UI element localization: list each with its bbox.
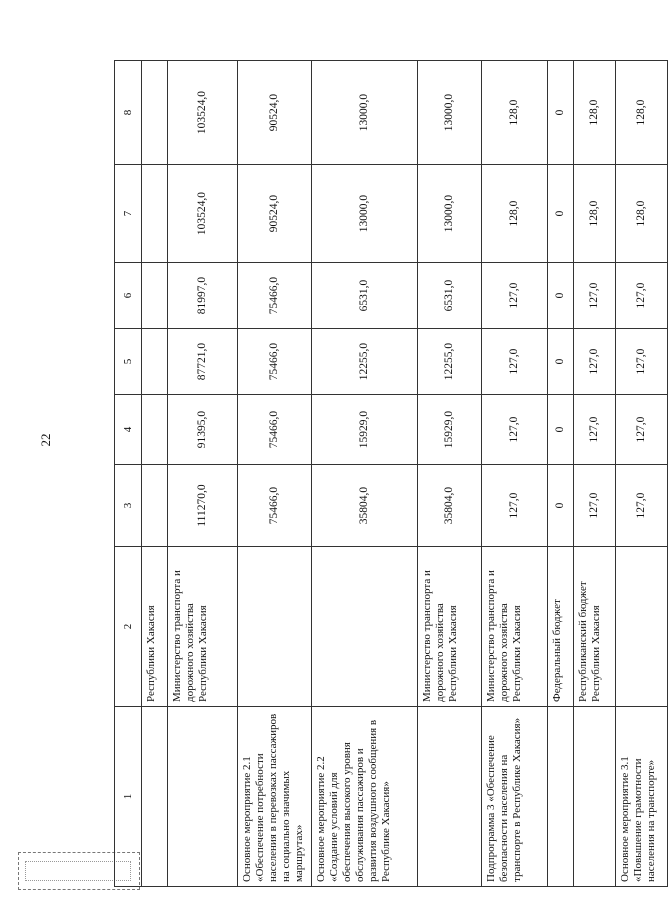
value-cell: 128,0: [574, 165, 616, 263]
value-cell: 35804,0: [312, 465, 418, 547]
value-cell: [142, 165, 168, 263]
page-number: 22: [38, 433, 53, 447]
value-cell: 13000,0: [312, 165, 418, 263]
value-cell: [142, 465, 168, 547]
responsible-cell: Республики Хакасия: [142, 547, 168, 707]
header-cell: 5: [115, 329, 142, 395]
table-row: [168, 61, 238, 887]
value-cell: 127,0: [482, 329, 548, 395]
value-cell: 15929,0: [312, 395, 418, 465]
table-row: [238, 61, 312, 887]
value-cell: 127,0: [616, 465, 668, 547]
value-cell: 6531,0: [312, 263, 418, 329]
program-name-cell: [548, 707, 574, 887]
budget-table: [114, 60, 668, 887]
header-cell: 7: [115, 165, 142, 263]
program-name-cell: Основное мероприятие 2.1 «Обеспечение потребности населения в перевозках пассажиров на социально значимых маршрутах»: [238, 707, 312, 887]
value-cell: [142, 263, 168, 329]
value-cell: 13000,0: [418, 61, 482, 165]
table-row: [574, 61, 616, 887]
program-name-cell: [418, 707, 482, 887]
responsible-cell: Республиканский бюджет Республики Хакасия: [574, 547, 616, 707]
value-cell: 12255,0: [312, 329, 418, 395]
value-cell: 127,0: [574, 329, 616, 395]
program-name-cell: Основное мероприятие 3.1 «Повышение грамотности населения на транспорте»: [616, 707, 668, 887]
responsible-cell: [238, 547, 312, 707]
value-cell: 13000,0: [418, 165, 482, 263]
table-row: [548, 61, 574, 887]
table-row: [616, 61, 668, 887]
value-cell: 103524,0: [168, 61, 238, 165]
value-cell: 0: [548, 465, 574, 547]
value-cell: 75466,0: [238, 329, 312, 395]
header-cell: 4: [115, 395, 142, 465]
value-cell: 127,0: [616, 329, 668, 395]
responsible-cell: [312, 547, 418, 707]
value-cell: 90524,0: [238, 165, 312, 263]
value-cell: [142, 395, 168, 465]
value-cell: 128,0: [616, 61, 668, 165]
table-row: [482, 61, 548, 887]
value-cell: [142, 329, 168, 395]
value-cell: 127,0: [574, 395, 616, 465]
value-cell: 127,0: [616, 395, 668, 465]
value-cell: 111270,0: [168, 465, 238, 547]
value-cell: 13000,0: [312, 61, 418, 165]
value-cell: 6531,0: [418, 263, 482, 329]
program-name-cell: Основное мероприятие 2.2 «Создание условий для обеспечения высокого уровня обслуживания пассажиров и развития воздушного сообщения в Республике Хакасия»: [312, 707, 418, 887]
header-row: [115, 61, 142, 887]
value-cell: 81997,0: [168, 263, 238, 329]
table-row: [142, 61, 168, 887]
value-cell: 128,0: [574, 61, 616, 165]
value-cell: 15929,0: [418, 395, 482, 465]
responsible-cell: Министерство транспорта и дорожного хозяйства Республики Хакасия: [482, 547, 548, 707]
value-cell: 127,0: [482, 465, 548, 547]
header-cell: 6: [115, 263, 142, 329]
value-cell: 35804,0: [418, 465, 482, 547]
value-cell: 127,0: [574, 465, 616, 547]
responsible-cell: Министерство транспорта и дорожного хозяйства Республики Хакасия: [168, 547, 238, 707]
value-cell: 0: [548, 263, 574, 329]
value-cell: 128,0: [482, 61, 548, 165]
header-cell: 8: [115, 61, 142, 165]
value-cell: 75466,0: [238, 465, 312, 547]
value-cell: 127,0: [482, 263, 548, 329]
value-cell: 127,0: [482, 395, 548, 465]
responsible-cell: [616, 547, 668, 707]
value-cell: 90524,0: [238, 61, 312, 165]
program-name-cell: Подпрограмма 3 «Обеспечение безопасности населения на транспорте в Республике Хакасия»: [482, 707, 548, 887]
table-row: [418, 61, 482, 887]
program-name-cell: [574, 707, 616, 887]
value-cell: 128,0: [482, 165, 548, 263]
value-cell: [142, 61, 168, 165]
rotated-table-container: [114, 61, 657, 887]
value-cell: 0: [548, 395, 574, 465]
table-row: [312, 61, 418, 887]
value-cell: 91395,0: [168, 395, 238, 465]
value-cell: 87721,0: [168, 329, 238, 395]
value-cell: 12255,0: [418, 329, 482, 395]
value-cell: 103524,0: [168, 165, 238, 263]
responsible-cell: Федеральный бюджет: [548, 547, 574, 707]
value-cell: 127,0: [616, 263, 668, 329]
program-name-cell: [168, 707, 238, 887]
value-cell: 75466,0: [238, 263, 312, 329]
value-cell: 0: [548, 165, 574, 263]
value-cell: 0: [548, 329, 574, 395]
value-cell: 127,0: [574, 263, 616, 329]
header-cell: 1: [115, 707, 142, 887]
header-cell: 2: [115, 547, 142, 707]
header-cell: 3: [115, 465, 142, 547]
value-cell: 128,0: [616, 165, 668, 263]
responsible-cell: Министерство транспорта и дорожного хозяйства Республики Хакасия: [418, 547, 482, 707]
program-name-cell: [142, 707, 168, 887]
value-cell: 75466,0: [238, 395, 312, 465]
value-cell: 0: [548, 61, 574, 165]
